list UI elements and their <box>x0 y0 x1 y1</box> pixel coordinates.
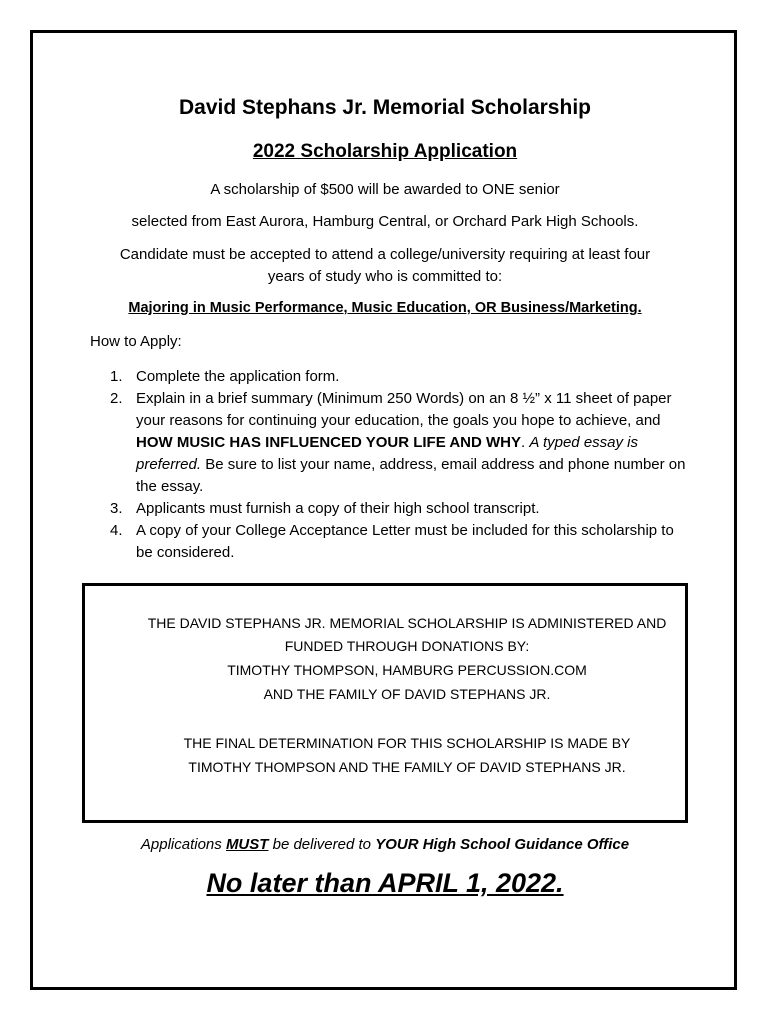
majoring-period: . <box>637 300 642 316</box>
step-text: Explain in a brief summary (Minimum 250 Words) on an 8 ½” x 11 sheet of paper your reasons for continuing your education, the goals you hope to achieve, and <box>136 390 672 429</box>
delivery-office: YOUR High School Guidance Office <box>375 836 630 853</box>
delivery-text: Applications <box>140 836 226 853</box>
notice-line-5: THE FINAL DETERMINATION FOR THIS SCHOLARSHIP IS MADE BY <box>183 735 631 751</box>
intro-line-requirement: Candidate must be accepted to attend a college/university requiring at least four <box>119 246 651 263</box>
deadline-notice: No later than APRIL 1, 2022. <box>206 868 564 898</box>
majoring-requirement <box>33 300 737 316</box>
step-text: Complete the application form. <box>136 368 340 385</box>
step-number: 3. <box>110 500 123 517</box>
intro-line-award: A scholarship of $500 will be awarded to ONE senior <box>210 181 560 198</box>
step-number: 1. <box>110 368 123 385</box>
delivery-instructions <box>33 836 737 853</box>
notice-line-6: TIMOTHY THOMPSON AND THE FAMILY OF DAVID STEPHANS JR. <box>188 759 626 775</box>
notice-line-1: THE DAVID STEPHANS JR. MEMORIAL SCHOLARSHIP IS ADMINISTERED AND <box>147 615 667 631</box>
notice-line-4: AND THE FAMILY OF DAVID STEPHANS JR. <box>263 686 551 702</box>
step-item-2 <box>110 388 690 498</box>
step-italic-note: A typed essay is preferred. <box>136 434 639 473</box>
document-subtitle: 2022 Scholarship Application <box>252 141 518 162</box>
step-text-punct: . <box>521 434 530 451</box>
step-number: 2. <box>110 390 123 407</box>
how-to-apply-heading: How to Apply: <box>90 333 182 350</box>
intro-line-requirement-cont: years of study who is committed to: <box>267 268 503 285</box>
document-title: David Stephans Jr. Memorial Scholarship <box>179 96 591 119</box>
delivery-text-cont: be delivered to <box>268 836 376 853</box>
notice-line-3: TIMOTHY THOMPSON, HAMBURG PERCUSSION.COM <box>227 662 587 678</box>
step-text: Applicants must furnish a copy of their high school transcript. <box>136 500 540 517</box>
step-item-4 <box>110 520 690 564</box>
application-steps-list <box>110 366 690 564</box>
step-item-3 <box>110 498 690 520</box>
intro-line-schools: selected from East Aurora, Hamburg Central, or Orchard Park High Schools. <box>131 213 639 230</box>
notice-line-2: FUNDED THROUGH DONATIONS BY: <box>284 638 530 654</box>
majoring-text: Majoring in Music Performance, Music Education, OR Business/Marketing <box>128 300 638 316</box>
step-text: A copy of your College Acceptance Letter must be included for this scholarship to be considered. <box>136 522 674 561</box>
step-item-1 <box>110 366 690 388</box>
step-text-cont: Be sure to list your name, address, email address and phone number on the essay. <box>136 456 686 495</box>
step-emphasis: HOW MUSIC HAS INFLUENCED YOUR LIFE AND WHY <box>136 434 521 451</box>
delivery-must: MUST <box>225 836 269 853</box>
step-number: 4. <box>110 522 123 539</box>
